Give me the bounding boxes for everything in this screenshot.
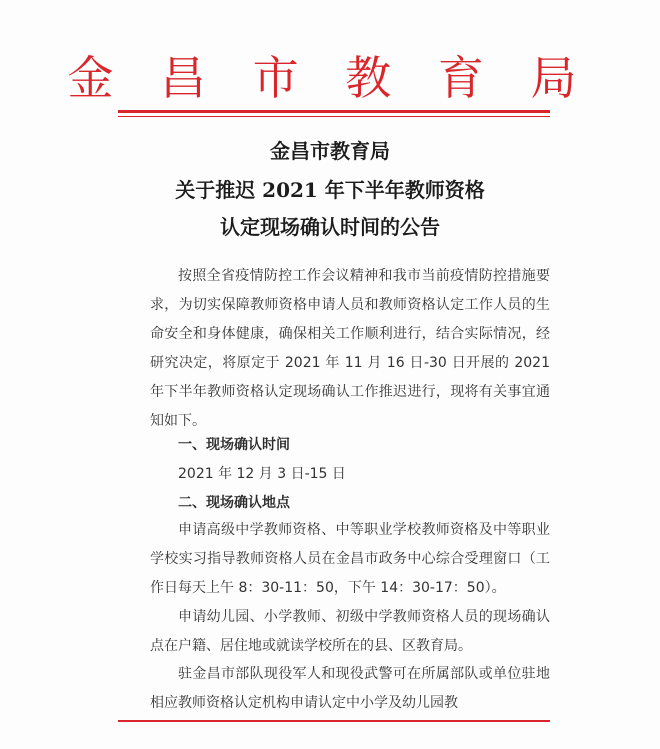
section1-heading: 一、现场确认时间 [178,437,290,453]
section1-text: 2021 年 12 月 3 日-15 日 [178,466,346,482]
notice-title-issuer: 金昌市教育局 [270,139,390,163]
section2-heading: 二、现场确认地点 [178,495,290,511]
section2-paragraph-1: 申请高级中学教师资格、中等职业学校教师资格及中等职业学校实习指导教师资格人员在金昌市政务中心综合受理窗口（工作日每天上午 8：30-11：50，下午 14：30-17：50）。 [150,522,550,596]
notice-title-line3: 认定现场确认时间的公告 [220,215,440,239]
notice-title-line2: 关于推迟 2021 年下半年教师资格 [175,178,485,202]
intro-paragraph: 按照全省疫情防控工作会议精神和我市当前疫情防控措施要求，为切实保障教师资格申请人员和教师资格认定工作人员的生命安全和身体健康，确保相关工作顺利进行，结合实际情况，经研究决定，将原定于 2021 年 11 月 16 日-30 日开展的 2021 年下半年教师资格认定现场确认工作推迟进行，现将有关事宜通知如下。 [150,268,550,429]
masthead-title: 金 昌 市 教 育 局 [67,51,593,105]
section2-paragraph-2: 申请幼儿园、小学教师、初级中学教师资格人员的现场确认点在户籍、居住地或就读学校所在的县、区教育局。 [150,609,550,654]
masthead-red-rule [118,110,550,113]
section2-paragraph-3: 驻金昌市部队现役军人和现役武警可在所属部队或单位驻地相应教师资格认定机构申请认定中小学及幼儿园教 [150,666,550,711]
masthead-red-rule-thin [118,116,550,117]
bottom-red-rule [118,720,550,722]
